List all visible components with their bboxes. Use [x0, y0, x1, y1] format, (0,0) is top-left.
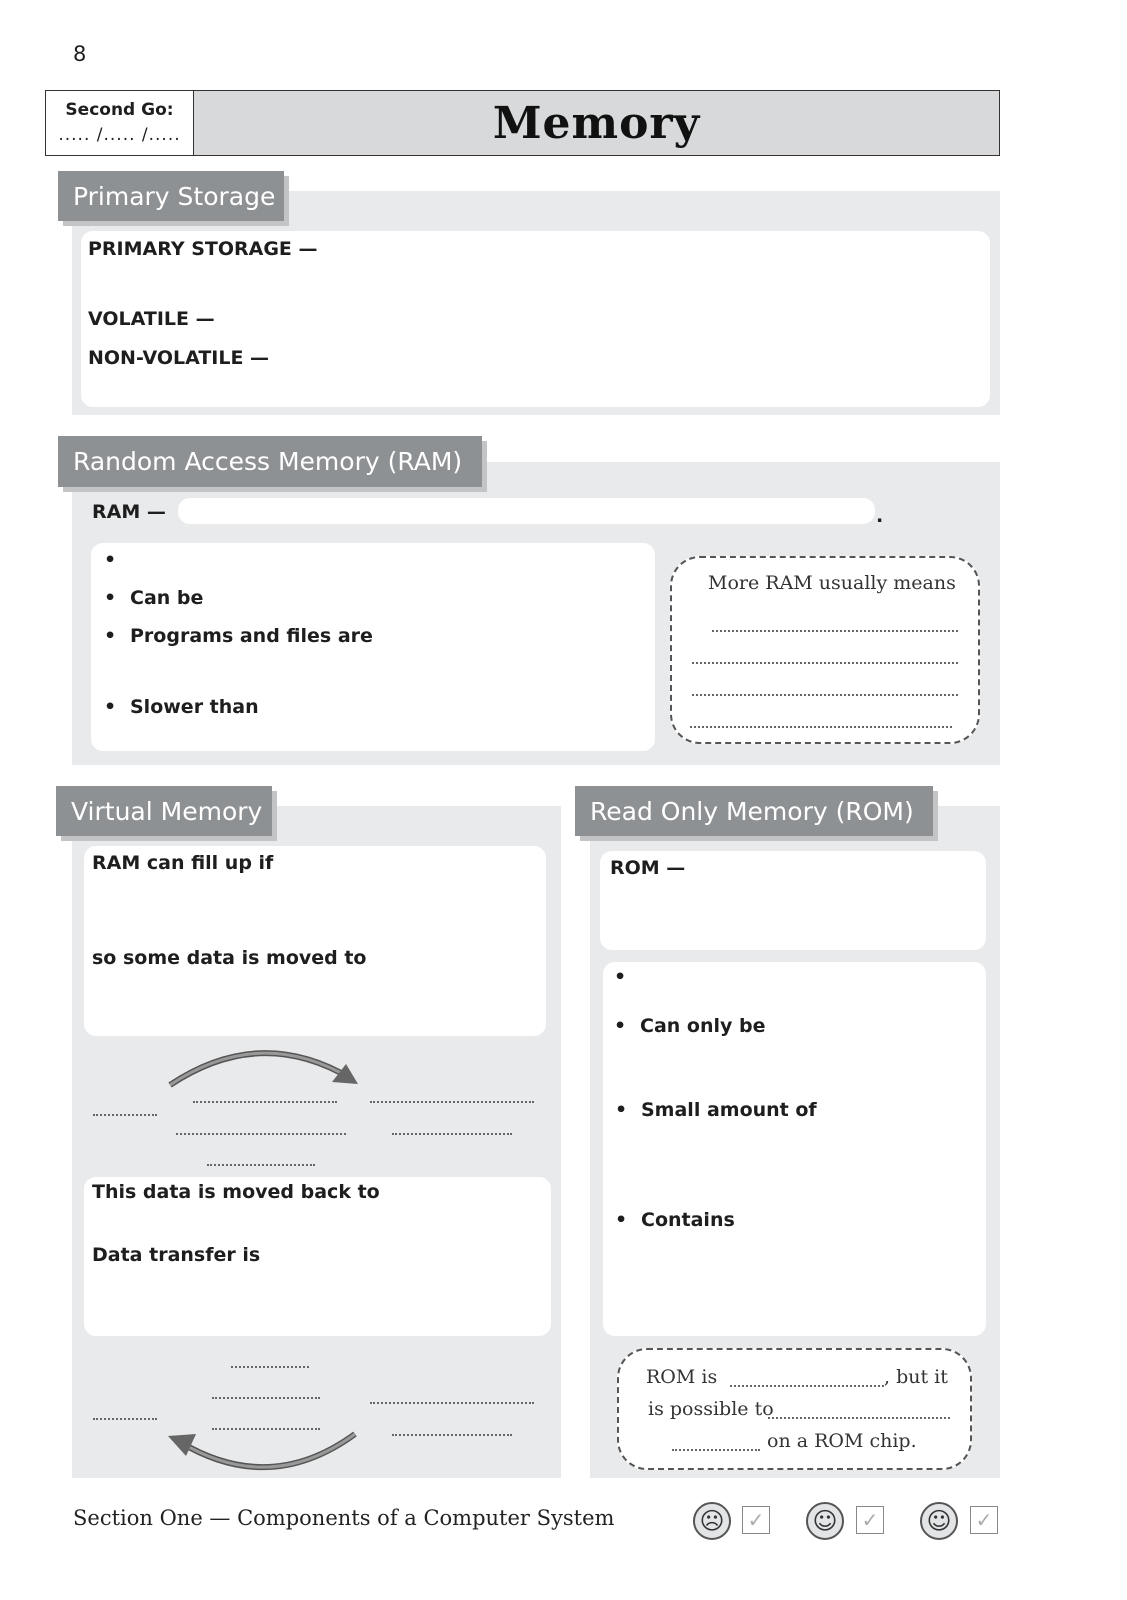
page-title: Memory [492, 97, 701, 149]
dotted-line [93, 1114, 157, 1116]
checkbox-neutral[interactable]: ✓ [856, 1506, 884, 1534]
virtual-memory-card-1 [84, 846, 546, 1036]
rom-cloud-text-1: ROM is [646, 1366, 718, 1388]
ram-bullet-4: • Slower than [130, 696, 259, 718]
dotted-line [392, 1434, 512, 1436]
primary-storage-line: PRIMARY STORAGE — [88, 238, 318, 260]
vm-line-2: so some data is moved to [92, 947, 367, 969]
rom-cloud-text-2: , but it [884, 1366, 948, 1388]
dotted-line [392, 1133, 512, 1135]
ram-tab: Random Access Memory (RAM) [58, 436, 482, 487]
checkbox-happy[interactable]: ✓ [970, 1506, 998, 1534]
dotted-line [672, 1449, 760, 1451]
second-go-box [46, 91, 194, 155]
dotted-line [768, 1417, 950, 1419]
dotted-line [193, 1101, 337, 1103]
dotted-line [692, 662, 958, 664]
dotted-line [730, 1385, 884, 1387]
dotted-line [231, 1366, 309, 1368]
dotted-line [690, 726, 952, 728]
vm-line-1: RAM can fill up if [92, 852, 274, 874]
ram-answer-field[interactable] [178, 498, 875, 524]
ram-bullet-2: • Can be [130, 587, 203, 609]
rom-bullet-2: • Can only be [640, 1015, 766, 1037]
rom-bullet-3: • Small amount of [641, 1099, 817, 1121]
virtual-memory-tab: Virtual Memory [56, 786, 272, 836]
happy-face-icon[interactable]: ☺ [920, 1502, 958, 1540]
second-go-label: Second Go: [65, 100, 174, 120]
ram-cloud-text: More RAM usually means [708, 572, 956, 594]
rom-cloud-text-3: is possible to [648, 1398, 774, 1420]
footer-section-title: Section One — Components of a Computer System [73, 1506, 615, 1530]
title-band [194, 91, 999, 155]
checkbox-sad[interactable]: ✓ [742, 1506, 770, 1534]
rom-cloud-text-4: on a ROM chip. [767, 1430, 917, 1452]
ram-bullets-card [91, 543, 655, 751]
ram-bullet-3: • Programs and files are [130, 625, 373, 647]
dotted-line [692, 694, 958, 696]
primary-storage-tab: Primary Storage [58, 171, 284, 221]
neutral-face-icon[interactable]: ☺ [806, 1502, 844, 1540]
rom-bullet-4: • Contains [641, 1209, 735, 1231]
dotted-line [207, 1164, 315, 1166]
non-volatile-line: NON-VOLATILE — [88, 347, 270, 369]
period-mark: . [876, 505, 884, 527]
dotted-line [370, 1101, 534, 1103]
sad-face-icon[interactable]: ☹ [693, 1502, 731, 1540]
arrow-left-icon [160, 1426, 370, 1474]
arrow-right-icon [160, 1040, 370, 1095]
header [45, 90, 1000, 156]
dotted-line [93, 1418, 157, 1420]
vm-line-3: This data is moved back to [92, 1181, 380, 1203]
rom-label: ROM — [610, 857, 686, 879]
page-number: 8 [73, 42, 87, 66]
rom-tab: Read Only Memory (ROM) [575, 786, 933, 836]
dotted-line [212, 1397, 320, 1399]
dotted-line [712, 630, 958, 632]
vm-line-4: Data transfer is [92, 1244, 261, 1266]
volatile-line: VOLATILE — [88, 308, 215, 330]
ram-label: RAM — [92, 501, 166, 523]
date-placeholder: ..... /..... /..... [58, 125, 181, 145]
dotted-line [370, 1402, 534, 1404]
dotted-line [176, 1133, 346, 1135]
